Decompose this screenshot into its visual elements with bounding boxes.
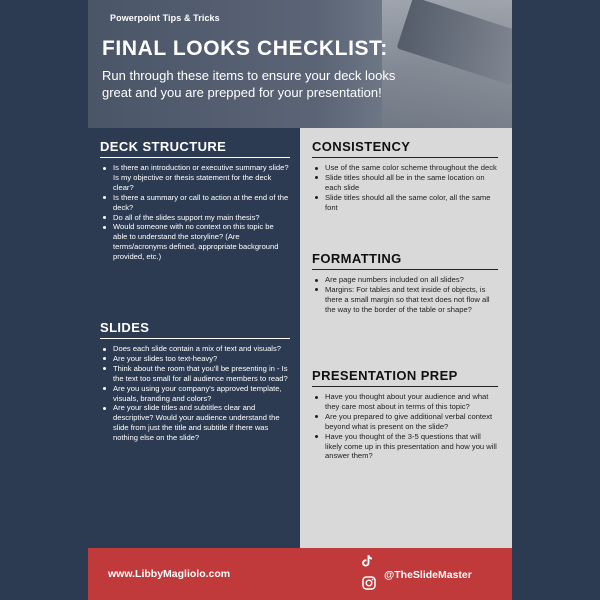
checklist-item: Use of the same color scheme throughout the deck	[312, 163, 498, 173]
right-background-band	[512, 0, 600, 600]
checklist-item: Margins: For tables and text inside of objects, is there a small margin so that text does not flow all the way to the border of the table or shape?	[312, 285, 498, 315]
checklist	[100, 344, 290, 443]
checklist-item: Is there an introduction or executive summary slide? Is my objective or thesis statement for the deck clear?	[100, 163, 290, 193]
checklist-card	[88, 0, 512, 600]
checklist	[100, 163, 290, 262]
laptop-photo	[382, 0, 512, 128]
section-title: PRESENTATION PREP	[312, 368, 498, 387]
checklist	[312, 392, 498, 461]
instagram-icon[interactable]	[361, 575, 377, 591]
section-title: DECK STRUCTURE	[100, 139, 290, 158]
checklist	[312, 163, 498, 213]
left-background-band	[0, 0, 88, 600]
section-title: SLIDES	[100, 320, 290, 339]
checklist-item: Think about the room that you'll be presenting in - Is the text too small for all audience members to read?	[100, 364, 290, 384]
left-column	[88, 128, 300, 548]
checklist-item: Do all of the slides support my main thesis?	[100, 213, 290, 223]
checklist-item: Would someone with no context on this topic be able to understand the storyline? (Are terms/acronyms defined, appropriate background provided, etc.)	[100, 222, 290, 262]
checklist-item: Have you thought of the 3-5 questions that will likely come up in this presentation and how you will answer them?	[312, 432, 498, 462]
slides-section	[100, 320, 290, 443]
checklist-item: Is there a summary or call to action at the end of the deck?	[100, 193, 290, 213]
tiktok-icon[interactable]	[360, 554, 374, 568]
checklist-item: Does each slide contain a mix of text and visuals?	[100, 344, 290, 354]
header-label: Powerpoint Tips & Tricks	[110, 13, 220, 23]
page-subtitle: Run through these items to ensure your deck looks great and you are prepped for your presentation!	[102, 68, 396, 100]
checklist-item: Are your slides too text-heavy?	[100, 354, 290, 364]
page-title: FINAL LOOKS CHECKLIST:	[102, 37, 388, 60]
section-title: FORMATTING	[312, 251, 498, 270]
presentation-prep-section	[312, 368, 498, 461]
social-handle[interactable]: @TheSlideMaster	[384, 569, 472, 581]
footer-bar	[88, 548, 512, 600]
checklist-item: Are your slide titles and subtitles clear and descriptive? Would your audience understand the slide from just the title and subtitle if there was nothing else on the slide?	[100, 403, 290, 443]
checklist-item: Are you prepared to give additional verbal context beyond what is present on the slide?	[312, 412, 498, 432]
formatting-section	[312, 251, 498, 315]
checklist-item: Are you using your company's approved template, visuals, branding and colors?	[100, 384, 290, 404]
checklist-item: Slide titles should all be in the same location on each slide	[312, 173, 498, 193]
checklist-item: Have you thought about your audience and what they care most about in terms of this topic?	[312, 392, 498, 412]
right-column	[300, 128, 512, 548]
section-title: CONSISTENCY	[312, 139, 498, 158]
header-banner	[88, 0, 512, 128]
checklist-item: Slide titles should all the same color, all the same font	[312, 193, 498, 213]
checklist	[312, 275, 498, 315]
consistency-section	[312, 139, 498, 213]
checklist-item: Are page numbers included on all slides?	[312, 275, 498, 285]
deck-structure-section	[100, 139, 290, 262]
website-link[interactable]: www.LibbyMagliolo.com	[108, 568, 231, 580]
